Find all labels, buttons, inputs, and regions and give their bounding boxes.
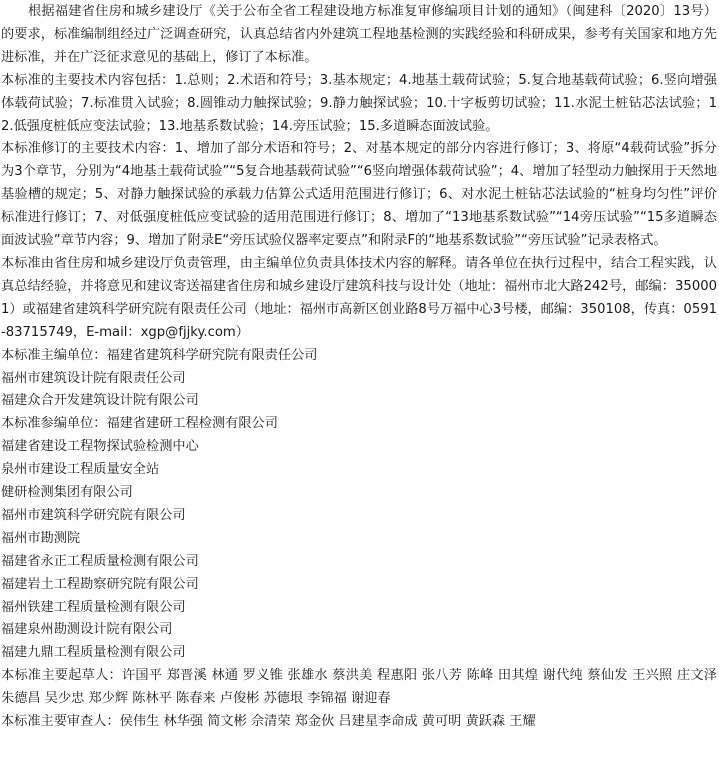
participating-unit: 福州市勘测院 (1, 530, 81, 546)
co-chief-editor-unit: 福建众合开发建筑设计院有限公司 (1, 393, 199, 409)
participating-unit: 健研检测集团有限公司 (1, 485, 133, 501)
participating-unit: 福建省永正工程质量检测有限公司 (1, 553, 199, 569)
reviewers-list: 本标准主要审查人：侯伟生 林华强 简文彬 佘清荣 郑金伙 吕建星李命成 黄可明 黄跃森 王耀 (1, 714, 536, 730)
participating-unit: 福州市建筑科学研究院有限公司 (1, 507, 186, 523)
participating-unit: 福建泉州勘测设计院有限公司 (1, 622, 173, 638)
participating-unit: 泉州市建设工程质量安全站 (1, 462, 160, 478)
revision-content-paragraph: 本标准修订的主要技术内容：1、增加了部分术语和符号；2、对基本规定的部分内容进行修订；3、将原“4载荷试验”拆分为3个章节，分别为“4地基土载荷试验”“5复合地基载荷试验”“6竖向增强体载荷试验”；4、增加了轻型动力触探用于天然地基验槽的规定；5、对静力触探试验的承载力估算公式适用范围进行修订；6、对水泥土桩钻芯法试验的“桩身均匀性”评价标准进行修订；7、对低强度桩低应变试验的适用范围进行修订；8、增加了“13地基系数试验”“14旁压试验”“15多道瞬态面波试验”章节内容；9、增加了附录E“旁压试验仪器率定要点”和附录F的“地基系数试验”“旁压试验”记录表格式。 (1, 141, 717, 249)
participating-unit-label: 本标准参编单位：福建省建研工程检测有限公司 (1, 416, 278, 432)
chief-editor-unit: 本标准主编单位：福建省建筑科学研究院有限责任公司 (1, 347, 318, 363)
participating-unit: 福建省建设工程物探试验检测中心 (1, 439, 199, 455)
participating-unit: 福建九鼎工程质量检测有限公司 (1, 645, 186, 661)
co-chief-editor-unit: 福州市建筑设计院有限责任公司 (1, 370, 186, 386)
participating-unit: 福州铁建工程质量检测有限公司 (1, 599, 186, 615)
drafters-list: 本标准主要起草人：许国平 郑晋溪 林通 罗义锥 张雄水 蔡洪美 程惠阳 张八芳 陈峰 田其煌 谢代纯 蔡仙发 王兴照 庄文泽 朱德昌 吴少忠 郑少辉 陈林平 陈春来 卢俊彬 苏德垠 李锦福 谢迎春 (1, 668, 717, 707)
intro-paragraph: 根据福建省住房和城乡建设厅《关于公布全省工程建设地方标准复审修编项目计划的通知》（闽建科〔2020〕13号）的要求，标准编制组经过广泛调查研究，认真总结省内外建筑工程地基检测的实践经验和科研成果，参考有关国家和地方先进标准，并在广泛征求意见的基础上，修订了本标准。 (1, 4, 717, 65)
main-content-paragraph: 本标准的主要技术内容包括：1.总则；2.术语和符号；3.基本规定；4.地基土载荷试验；5.复合地基载荷试验；6.竖向增强体载荷试验；7.标准贯入试验；8.圆锥动力触探试验；9.静力触探试验；10.十字板剪切试验；11.水泥土桩钻芯法试验；12.低强度桩低应变法试验；13.地基系数试验；14.旁压试验；15.多道瞬态面波试验。 (1, 72, 717, 134)
participating-unit: 福建岩土工程勘察研究院有限公司 (1, 576, 199, 592)
management-paragraph: 本标准由省住房和城乡建设厅负责管理，由主编单位负责具体技术内容的解释。请各单位在执行过程中，结合工程实践，认真总结经验，并将意见和建议寄送福建省住房和城乡建设厅建筑科技与设计处（地址：福州市北大路242号，邮编：350001）或福建省建筑科学研究院有限责任公司（地址：福州市高新区创业路8号万福中心3号楼，邮编：350108，传真：0591-83715749，E-mail：xgp@fjjky.com） (1, 255, 717, 340)
